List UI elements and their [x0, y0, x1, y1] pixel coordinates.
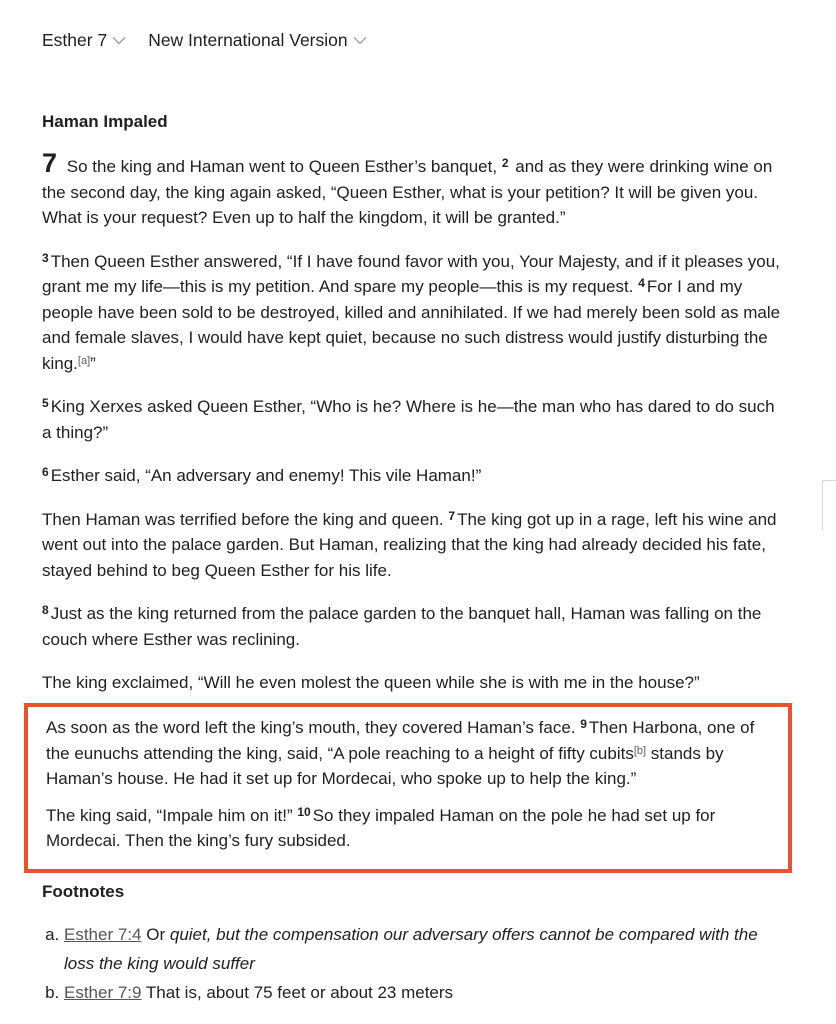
book-chapter-selector[interactable] [42, 30, 126, 51]
chapter-number: 7 [42, 148, 58, 178]
verse-text: The king exclaimed, “Will he even molest the queen while she is with me in the house?” [42, 673, 700, 692]
footnote-text: That is, about 75 feet or about 23 meters [145, 983, 454, 1002]
verse-number: 10 [297, 804, 311, 819]
footnote-link[interactable]: [b] [633, 744, 647, 757]
verse-text: As soon as the word left the king’s mouth, they covered Haman’s face. [46, 718, 576, 737]
footnote-ref-link[interactable]: Esther 7:4 [64, 925, 142, 944]
verse-number: 3 [42, 250, 49, 265]
paragraph [46, 715, 776, 792]
footnote-ref-link[interactable]: Esther 7:9 [64, 983, 142, 1002]
paragraph [42, 670, 787, 696]
paragraph [42, 507, 787, 584]
footnote-item [64, 978, 787, 1007]
verse-text: The king got up in a rage, left his wine and went out into the palace garden. But Haman, realizing that the king had already decided his fate, stayed behind to beg Queen Esther for his life. [42, 509, 777, 580]
verse-number: 4 [638, 276, 645, 290]
footnotes-section [42, 882, 787, 1007]
chevron-down-icon [353, 36, 367, 45]
verse-text: The king said, “Impale him on it!” [46, 805, 293, 825]
chevron-down-icon [112, 36, 126, 45]
version-selector[interactable] [148, 30, 366, 51]
verse-text: So they impaled Haman on the pole he had set up for Mordecai. Then the king’s fury subsided. [46, 805, 716, 850]
footnote-item [64, 920, 787, 978]
paragraph [42, 249, 787, 377]
paragraph [42, 463, 787, 489]
verse-text: and as they were drinking wine on the second day, the king again asked, “Queen Esther, what is your petition? It will be given you. What is your request? Even up to half the kingdom, it will be granted.” [42, 157, 773, 227]
paragraph [42, 394, 787, 445]
book-chapter-label: Esther 7 [42, 30, 108, 50]
verse-text: stands by Haman’s house. He had it set up for Mordecai, who spoke up to help the king.” [46, 743, 724, 788]
footnote-link[interactable]: [a] [77, 354, 91, 367]
verse-text: ” [90, 353, 96, 373]
scroll-edge [822, 480, 836, 531]
paragraph [42, 148, 787, 231]
verse-number: 8 [42, 603, 49, 617]
passage-toolbar [42, 30, 367, 51]
section-heading: Haman Impaled [42, 112, 168, 131]
version-label: New International Version [148, 30, 348, 50]
verse-text: So the king and Haman went to Queen Esther’s banquet, [66, 157, 498, 176]
verse-number: 5 [42, 396, 49, 410]
verse-text: For I and my people have been sold to be destroyed, killed and annihilated. If we had merely been sold as male and female slaves, I would have kept quiet, because no such distress would justify disturbing the king. [42, 277, 781, 373]
verse-text: Esther said, “An adversary and enemy! This vile Haman!” [50, 466, 482, 485]
passage-text [42, 112, 787, 714]
verse-text: King Xerxes asked Queen Esther, “Who is he? Where is he—the man who has dared to do such a thing?” [42, 397, 775, 442]
highlight-box [24, 703, 792, 873]
verse-text: Then Harbona, one of the eunuchs attending the king, said, “A pole reaching to a height of fifty cubits [46, 718, 755, 763]
paragraph [42, 601, 787, 652]
verse-number: 7 [448, 508, 456, 523]
verse-text: Then Queen Esther answered, “If I have found favor with you, Your Majesty, and if it pleases you, grant me my life—this is my petition. And spare my people—this is my request. [42, 251, 780, 296]
paragraph [46, 803, 776, 854]
footnote-text: quiet, but the compensation our adversary offers cannot be compared with the loss the king would suffer [64, 925, 758, 973]
verse-number: 2 [501, 156, 509, 170]
footnotes-heading: Footnotes [42, 882, 125, 901]
footnotes-list [42, 920, 787, 1007]
highlighted-passage [46, 715, 776, 865]
footnote-prefix: Or [146, 925, 166, 944]
verse-number: 6 [42, 465, 49, 479]
verse-text: Then Haman was terrified before the king and queen. [42, 509, 444, 529]
verse-number: 9 [580, 717, 587, 731]
verse-text: Just as the king returned from the palace garden to the banquet hall, Haman was falling on the couch where Esther was reclining. [42, 604, 762, 649]
